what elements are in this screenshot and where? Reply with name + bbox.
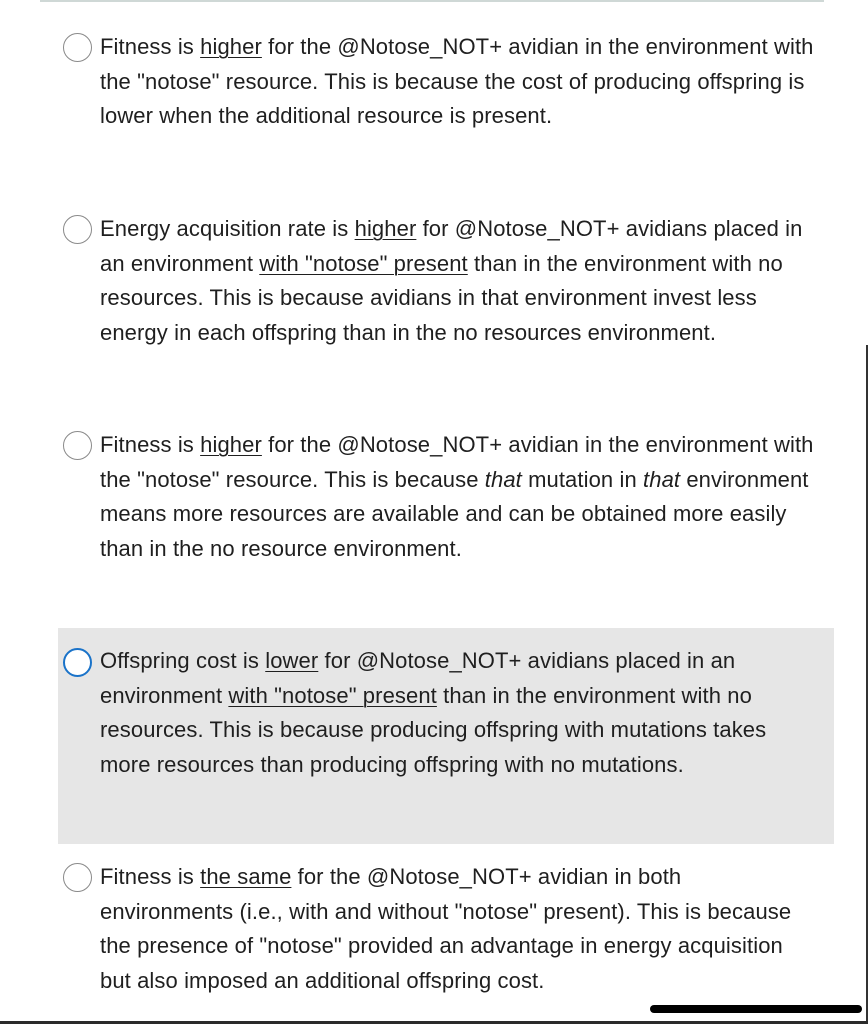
option-text (100, 644, 814, 782)
option-text-segment: for the @Notose_NOT+ avidian in the environment with the "notose" resource. This is because (100, 432, 814, 492)
option-text (100, 428, 814, 566)
option-text-segment: Offspring cost is (100, 648, 266, 673)
option-text-emphasis: with "notose" present (259, 250, 468, 276)
option-text-segment: for the @Notose_NOT+ avidian in the environment with the "notose" resource. This is because the cost of producing offspring is lower when the additional resource is present. (100, 34, 814, 128)
option-text-segment: for @Notose_NOT+ avidians placed in an environment (100, 648, 736, 708)
option-text-segment: Fitness is (100, 864, 201, 889)
answer-option-5[interactable] (58, 860, 834, 1005)
option-text-segment: Fitness is (100, 432, 201, 457)
option-text-segment: for the @Notose_NOT+ avidian in both environments (i.e., with and without "notose" present). This is because the presence of "notose" provided an advantage in energy acquisition but also imposed an additional offspring cost. (100, 864, 792, 993)
option-text-emphasis: that (643, 466, 681, 492)
option-text-emphasis: higher (200, 34, 262, 59)
option-text-emphasis: higher (200, 432, 262, 457)
radio-button[interactable] (63, 33, 92, 62)
option-text-segment: than in the environment with no resources. This is because producing offspring with mutations takes more resources than producing offspring with no mutations. (100, 682, 767, 777)
option-text-segment: environment means more resources are available and can be obtained more easily than in the no resource environment. (100, 466, 809, 561)
option-text-emphasis: higher (354, 216, 417, 241)
option-text (100, 212, 814, 350)
option-text (100, 30, 814, 134)
option-text-emphasis: lower (265, 648, 319, 673)
option-text-emphasis: with "notose" present (228, 682, 437, 708)
answer-option-4[interactable] (58, 628, 834, 844)
option-text-emphasis: that (484, 466, 522, 492)
option-text-segment: for @Notose_NOT+ avidians placed in an environment (100, 216, 803, 276)
radio-button[interactable] (63, 431, 92, 460)
answer-option-2[interactable] (58, 212, 834, 392)
radio-button[interactable] (63, 863, 92, 892)
answer-option-3[interactable] (58, 428, 834, 608)
option-text-segment: than in the environment with no resources. This is because avidians in that environment invest less energy in each offspring than in the no resources environment. (100, 250, 783, 345)
option-text-segment: Energy acquisition rate is (100, 216, 355, 241)
home-indicator[interactable] (650, 1005, 862, 1013)
radio-button[interactable] (63, 648, 92, 677)
top-divider (40, 0, 824, 2)
option-text-emphasis: the same (200, 864, 292, 889)
option-text-segment: Fitness is (100, 34, 201, 59)
answer-option-1[interactable] (58, 30, 834, 180)
radio-button[interactable] (63, 215, 92, 244)
option-text-segment: mutation in (521, 466, 644, 492)
option-text (100, 860, 814, 998)
